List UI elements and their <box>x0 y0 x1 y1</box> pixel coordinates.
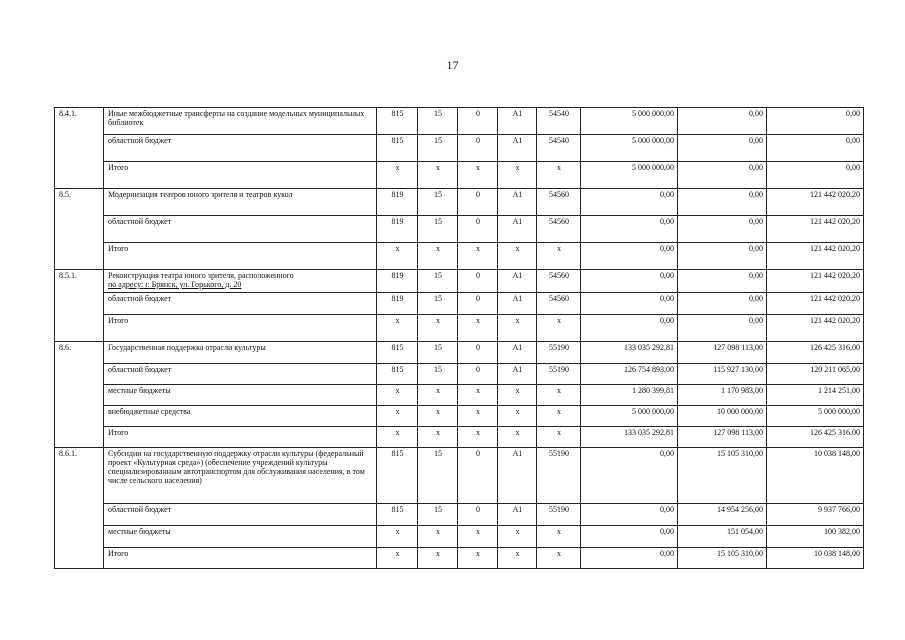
code-cell-c5: 55190 <box>537 364 581 385</box>
table-row <box>55 364 864 385</box>
code-cell-c1: 815 <box>377 448 418 504</box>
amount-cell-s3: 10 038 148,00 <box>767 448 864 504</box>
code-cell-c5: x <box>537 406 581 427</box>
amount-cell-s1: 0,00 <box>581 293 678 315</box>
code-cell-c5: 54560 <box>537 270 581 293</box>
amount-cell-s3: 121 442 020,20 <box>767 315 864 342</box>
code-cell-c1: 815 <box>377 135 418 162</box>
code-cell-c4: A1 <box>498 364 537 385</box>
description-text: внебюджетные средства <box>108 407 191 416</box>
code-cell-c2: x <box>418 162 458 189</box>
amount-cell-s1: 0,00 <box>581 270 678 293</box>
amount-cell-s1: 133 035 292,81 <box>581 427 678 448</box>
amount-cell-s1: 5 000 000,00 <box>581 406 678 427</box>
table-row <box>55 427 864 448</box>
amount-cell-s1: 0,00 <box>581 504 678 526</box>
table-row <box>55 243 864 270</box>
description-cell <box>104 526 377 548</box>
code-cell-c2: x <box>418 406 458 427</box>
table-row <box>55 548 864 569</box>
amount-cell-s2: 0,00 <box>678 108 767 135</box>
code-cell-c3: x <box>458 385 498 406</box>
code-cell-c3: 0 <box>458 342 498 364</box>
code-cell-c1: x <box>377 406 418 427</box>
code-cell-c3: 0 <box>458 364 498 385</box>
description-text: областной бюджет <box>108 505 172 514</box>
row-number-cell: 8.6.1. <box>55 448 104 569</box>
code-cell-c2: 15 <box>418 189 458 216</box>
table-row <box>55 504 864 526</box>
code-cell-c1: x <box>377 526 418 548</box>
table-row <box>55 406 864 427</box>
description-cell <box>104 315 377 342</box>
code-cell-c2: x <box>418 427 458 448</box>
amount-cell-s2: 0,00 <box>678 293 767 315</box>
code-cell-c4: A1 <box>498 342 537 364</box>
amount-cell-s1: 0,00 <box>581 448 678 504</box>
amount-cell-s1: 133 035 292,81 <box>581 342 678 364</box>
code-cell-c1: 819 <box>377 189 418 216</box>
amount-cell-s1: 5 000 000,00 <box>581 135 678 162</box>
description-cell <box>104 135 377 162</box>
code-cell-c3: x <box>458 526 498 548</box>
code-cell-c1: x <box>377 385 418 406</box>
code-cell-c1: 815 <box>377 108 418 135</box>
description-cell <box>104 427 377 448</box>
code-cell-c1: 815 <box>377 504 418 526</box>
amount-cell-s1: 0,00 <box>581 548 678 569</box>
amount-cell-s3: 100 382,00 <box>767 526 864 548</box>
amount-cell-s1: 126 754 893,00 <box>581 364 678 385</box>
description-text: Реконструкция театра юного зрителя, расположенного <box>108 271 294 280</box>
description-cell <box>104 406 377 427</box>
amount-cell-s1: 5 000 000,00 <box>581 108 678 135</box>
description-text: Итого <box>108 549 129 558</box>
code-cell-c2: 15 <box>418 448 458 504</box>
amount-cell-s3: 126 425 316,00 <box>767 342 864 364</box>
code-cell-c5: x <box>537 427 581 448</box>
row-number-cell: 8.6. <box>55 342 104 448</box>
code-cell-c4: A1 <box>498 108 537 135</box>
code-cell-c2: x <box>418 243 458 270</box>
code-cell-c2: 15 <box>418 364 458 385</box>
table-row <box>55 342 864 364</box>
description-cell <box>104 504 377 526</box>
amount-cell-s1: 0,00 <box>581 216 678 243</box>
code-cell-c1: 819 <box>377 216 418 243</box>
code-cell-c5: 54560 <box>537 189 581 216</box>
code-cell-c1: 819 <box>377 293 418 315</box>
amount-cell-s3: 9 937 766,00 <box>767 504 864 526</box>
code-cell-c4: A1 <box>498 504 537 526</box>
description-cell <box>104 548 377 569</box>
description-cell <box>104 342 377 364</box>
code-cell-c3: 0 <box>458 189 498 216</box>
description-cell <box>104 243 377 270</box>
code-cell-c2: 15 <box>418 216 458 243</box>
code-cell-c4: x <box>498 162 537 189</box>
code-cell-c4: x <box>498 315 537 342</box>
address-text: по адресу: г. Брянск, ул. Горького, д. 20 <box>108 280 242 289</box>
description-text: местные бюджеты <box>108 527 171 536</box>
amount-cell-s1: 0,00 <box>581 526 678 548</box>
amount-cell-s2: 14 954 256,00 <box>678 504 767 526</box>
amount-cell-s3: 120 211 065,00 <box>767 364 864 385</box>
table-row <box>55 448 864 504</box>
code-cell-c2: 15 <box>418 504 458 526</box>
table-row <box>55 135 864 162</box>
amount-cell-s2: 0,00 <box>678 216 767 243</box>
description-cell <box>104 385 377 406</box>
description-text: областной бюджет <box>108 136 172 145</box>
code-cell-c4: A1 <box>498 293 537 315</box>
code-cell-c1: x <box>377 243 418 270</box>
description-cell <box>104 448 377 504</box>
table-row <box>55 108 864 135</box>
description-cell <box>104 364 377 385</box>
code-cell-c2: 15 <box>418 270 458 293</box>
amount-cell-s2: 15 105 310,00 <box>678 448 767 504</box>
code-cell-c5: 54540 <box>537 108 581 135</box>
code-cell-c4: x <box>498 243 537 270</box>
description-text: областной бюджет <box>108 217 172 226</box>
code-cell-c1: 815 <box>377 342 418 364</box>
code-cell-c4: A1 <box>498 189 537 216</box>
code-cell-c5: 54540 <box>537 135 581 162</box>
code-cell-c3: x <box>458 406 498 427</box>
description-text: Иные межбюджетные трансферты на создание модельных муниципальных библиотек <box>108 109 365 127</box>
table-row <box>55 385 864 406</box>
code-cell-c3: 0 <box>458 293 498 315</box>
code-cell-c3: 0 <box>458 108 498 135</box>
code-cell-c3: x <box>458 162 498 189</box>
description-text: Итого <box>108 244 129 253</box>
code-cell-c1: x <box>377 162 418 189</box>
code-cell-c2: x <box>418 526 458 548</box>
code-cell-c3: 0 <box>458 270 498 293</box>
amount-cell-s1: 1 280 399,81 <box>581 385 678 406</box>
amount-cell-s3: 121 442 020,20 <box>767 189 864 216</box>
page-number: 17 <box>446 58 459 72</box>
amount-cell-s3: 5 000 000,00 <box>767 406 864 427</box>
code-cell-c5: x <box>537 162 581 189</box>
code-cell-c2: 15 <box>418 135 458 162</box>
code-cell-c1: x <box>377 427 418 448</box>
amount-cell-s3: 121 442 020,20 <box>767 270 864 293</box>
description-text: Государственная поддержка отрасли культуры <box>108 343 266 352</box>
description-text: Итого <box>108 163 129 172</box>
amount-cell-s2: 0,00 <box>678 135 767 162</box>
code-cell-c1: 815 <box>377 364 418 385</box>
amount-cell-s1: 5 000 000,00 <box>581 162 678 189</box>
code-cell-c5: 55190 <box>537 504 581 526</box>
amount-cell-s2: 115 927 130,00 <box>678 364 767 385</box>
code-cell-c2: x <box>418 315 458 342</box>
amount-cell-s3: 0,00 <box>767 135 864 162</box>
code-cell-c4: x <box>498 548 537 569</box>
description-cell <box>104 270 377 293</box>
description-cell <box>104 162 377 189</box>
code-cell-c1: x <box>377 315 418 342</box>
code-cell-c4: x <box>498 385 537 406</box>
code-cell-c3: 0 <box>458 216 498 243</box>
amount-cell-s2: 0,00 <box>678 270 767 293</box>
code-cell-c4: A1 <box>498 448 537 504</box>
table-row <box>55 216 864 243</box>
code-cell-c5: x <box>537 548 581 569</box>
code-cell-c2: 15 <box>418 293 458 315</box>
amount-cell-s2: 151 054,00 <box>678 526 767 548</box>
code-cell-c2: 15 <box>418 342 458 364</box>
table-row <box>55 526 864 548</box>
description-cell <box>104 189 377 216</box>
code-cell-c3: 0 <box>458 504 498 526</box>
amount-cell-s2: 127 098 113,00 <box>678 427 767 448</box>
amount-cell-s2: 10 000 000,00 <box>678 406 767 427</box>
amount-cell-s2: 127 098 113,00 <box>678 342 767 364</box>
description-text: Итого <box>108 428 129 437</box>
code-cell-c4: A1 <box>498 270 537 293</box>
code-cell-c2: x <box>418 385 458 406</box>
amount-cell-s3: 10 038 148,00 <box>767 548 864 569</box>
code-cell-c3: x <box>458 548 498 569</box>
code-cell-c3: x <box>458 315 498 342</box>
description-text: Итого <box>108 316 129 325</box>
description-cell <box>104 108 377 135</box>
code-cell-c3: 0 <box>458 448 498 504</box>
amount-cell-s2: 0,00 <box>678 315 767 342</box>
description-text: областной бюджет <box>108 294 172 303</box>
amount-cell-s3: 1 214 251,00 <box>767 385 864 406</box>
code-cell-c3: x <box>458 243 498 270</box>
description-cell <box>104 216 377 243</box>
code-cell-c5: 54560 <box>537 216 581 243</box>
code-cell-c4: x <box>498 406 537 427</box>
code-cell-c4: A1 <box>498 216 537 243</box>
code-cell-c1: x <box>377 548 418 569</box>
description-text: Субсидии на государственную поддержку отрасли культуры (федеральный проект «Культурная среда») (обеспечение учреждений культуры специализированным автотранспортом для обслуживания населения, в том числе сельского населения) <box>108 449 365 485</box>
code-cell-c5: x <box>537 385 581 406</box>
description-text: Модернизация театров юного зрителя и театров кукол <box>108 190 293 199</box>
amount-cell-s3: 121 442 020,20 <box>767 243 864 270</box>
code-cell-c3: x <box>458 427 498 448</box>
row-number-cell: 8.5. <box>55 189 104 270</box>
amount-cell-s1: 0,00 <box>581 189 678 216</box>
amount-cell-s3: 121 442 020,20 <box>767 293 864 315</box>
amount-cell-s2: 15 105 310,00 <box>678 548 767 569</box>
row-number-cell: 8.5.1. <box>55 270 104 342</box>
amount-cell-s2: 0,00 <box>678 162 767 189</box>
amount-cell-s1: 0,00 <box>581 315 678 342</box>
code-cell-c5: 55190 <box>537 342 581 364</box>
code-cell-c5: x <box>537 315 581 342</box>
code-cell-c1: 819 <box>377 270 418 293</box>
table-row <box>55 293 864 315</box>
code-cell-c5: x <box>537 526 581 548</box>
amount-cell-s3: 0,00 <box>767 108 864 135</box>
code-cell-c4: x <box>498 427 537 448</box>
code-cell-c5: x <box>537 243 581 270</box>
amount-cell-s3: 126 425 316,00 <box>767 427 864 448</box>
amount-cell-s1: 0,00 <box>581 243 678 270</box>
amount-cell-s2: 0,00 <box>678 243 767 270</box>
amount-cell-s2: 1 170 983,00 <box>678 385 767 406</box>
table-row <box>55 162 864 189</box>
table-row <box>55 315 864 342</box>
table-row <box>55 189 864 216</box>
description-text: местные бюджеты <box>108 386 171 395</box>
description-cell <box>104 293 377 315</box>
code-cell-c4: x <box>498 526 537 548</box>
code-cell-c2: x <box>418 548 458 569</box>
code-cell-c4: A1 <box>498 135 537 162</box>
table-row <box>55 270 864 293</box>
budget-table <box>54 107 864 569</box>
code-cell-c5: 55190 <box>537 448 581 504</box>
amount-cell-s3: 121 442 020,20 <box>767 216 864 243</box>
code-cell-c3: 0 <box>458 135 498 162</box>
row-number-cell: 8.4.1. <box>55 108 104 189</box>
description-text: областной бюджет <box>108 365 172 374</box>
code-cell-c2: 15 <box>418 108 458 135</box>
amount-cell-s3: 0,00 <box>767 162 864 189</box>
amount-cell-s2: 0,00 <box>678 189 767 216</box>
code-cell-c5: 54560 <box>537 293 581 315</box>
